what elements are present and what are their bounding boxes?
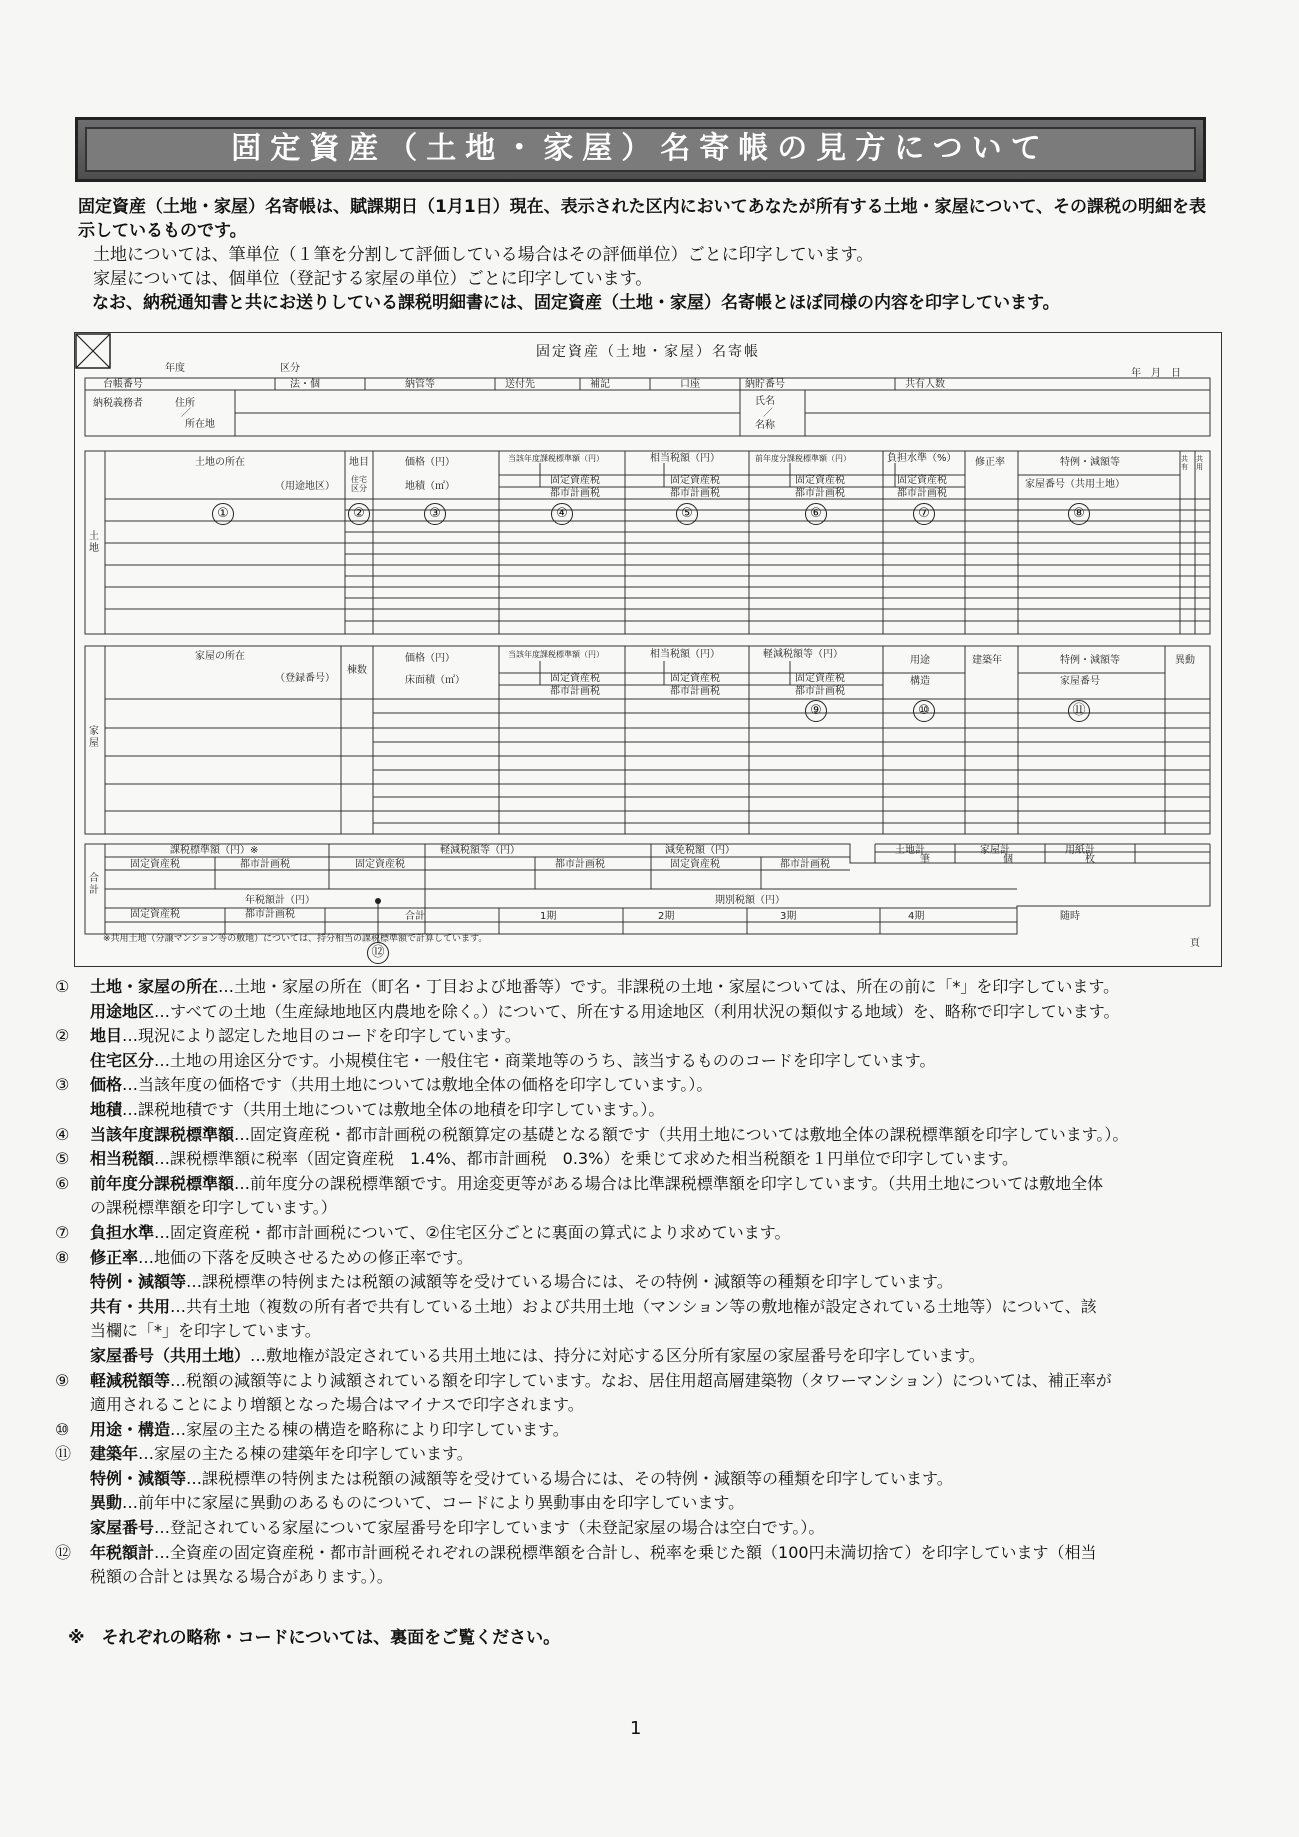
label-ki4: 4期 xyxy=(908,911,925,922)
explanation-list xyxy=(55,975,1215,1590)
label-toshi-land2: 都市計画税 xyxy=(670,488,720,499)
explanation-body: …固定資産税・都市計画税の税額算定の基礎となる額です（共用土地については敷地全体の課税標準額を印字しています。）。 xyxy=(234,1124,1129,1144)
explanation-body: 適用されることにより増額となった場合はマイナスで印字されます。 xyxy=(90,1395,584,1415)
explanation-body: 税額の合計とは異なる場合があります。）。 xyxy=(90,1567,393,1587)
page-number: 1 xyxy=(630,1718,642,1739)
form-grid xyxy=(75,333,1223,968)
label-kotei-total4: 固定資産税 xyxy=(130,909,180,920)
explanation-row xyxy=(55,1369,1215,1394)
explanation-text xyxy=(90,1000,1119,1025)
label-mai: 枚 xyxy=(1085,854,1095,865)
explanation-term: 相当税額 xyxy=(90,1149,155,1169)
marker-12: ⑫ xyxy=(367,942,389,964)
label-slash: ／ xyxy=(181,408,191,419)
label-meisho: 名称 xyxy=(755,420,775,431)
explanation-number: ⑨ xyxy=(55,1370,70,1390)
explanation-text xyxy=(90,1049,935,1074)
explanation-text xyxy=(90,1418,569,1443)
explanation-number: ⑧ xyxy=(55,1247,70,1267)
form-footnote: ※共用土地（分譲マンション等の敷地）については、持分相当の課税標準額で計算しています。 xyxy=(103,934,488,944)
explanation-row xyxy=(55,1491,1215,1516)
label-chiseki: 地積（㎡） xyxy=(405,481,455,492)
label-hojin: 法・個 xyxy=(290,379,320,390)
marker-11: ⑪ xyxy=(1068,700,1090,722)
explanation-number: ⑪ xyxy=(55,1444,72,1464)
explanation-row xyxy=(55,975,1215,1000)
explanation-row xyxy=(55,1196,1215,1221)
label-toshi-land1: 都市計画税 xyxy=(550,488,600,499)
label-hoki: 補記 xyxy=(590,379,610,390)
marker-5: ⑤ xyxy=(676,503,698,525)
label-kotei-house1: 固定資産税 xyxy=(550,673,600,684)
label-youto: （用途地区） xyxy=(275,481,335,492)
marker-2: ② xyxy=(348,503,370,525)
label-ki3: 3期 xyxy=(780,911,797,922)
explanation-term: 特例・減額等 xyxy=(90,1272,187,1292)
label-tosu: 棟数 xyxy=(347,665,367,676)
label-touga-house: 当該年度課税標準額（円） xyxy=(508,650,604,659)
explanation-term: 特例・減額等 xyxy=(90,1468,187,1488)
label-kazei-hyojun: 課税標準額（円）※ xyxy=(170,845,259,856)
explanation-body: …登記されている家屋について家屋番号を印字しています（未登記家屋の場合は空白です。）。 xyxy=(154,1518,825,1538)
explanation-number: ⑩ xyxy=(55,1419,70,1439)
label-kibetsu: 期別税額（円） xyxy=(715,895,785,906)
label-toshi-house3: 都市計画税 xyxy=(795,686,845,697)
label-toshi-house2: 都市計画税 xyxy=(670,686,720,697)
explanation-row xyxy=(55,1098,1215,1123)
explanation-term: 異動 xyxy=(90,1493,123,1513)
explanation-body: …税額の減額等により減額されている額を印字しています。なお、居住用超高層建築物（タワーマンション）については、補正率が xyxy=(170,1370,1112,1390)
explanation-term: 年税額計 xyxy=(90,1542,155,1562)
nayosecho-sample-form xyxy=(74,332,1222,967)
explanation-body: …前年中に家屋に異動のあるものについて、コードにより異動事由を印字しています。 xyxy=(122,1493,745,1513)
explanation-text xyxy=(90,1295,1097,1320)
explanation-term: 家屋番号 xyxy=(90,1518,155,1538)
label-ki2: 2期 xyxy=(658,911,675,922)
explanation-body: …前年度分の課税標準額です。用途変更等がある場合は比準課税標準額を印字しています。（共用土地については敷地全体 xyxy=(234,1173,1104,1193)
marker-1: ① xyxy=(212,503,234,525)
label-hitsu: 筆 xyxy=(920,854,930,865)
explanation-row xyxy=(55,1393,1215,1418)
explanation-number: ② xyxy=(55,1026,70,1046)
marker-7: ⑦ xyxy=(913,503,935,525)
explanation-row xyxy=(55,1344,1215,1369)
label-ki1: 1期 xyxy=(540,911,557,922)
label-toshi-total4: 都市計画税 xyxy=(245,909,295,920)
total-side-label: 合計 xyxy=(89,873,99,896)
explanation-text xyxy=(90,1147,1018,1172)
label-kotei-house2: 固定資産税 xyxy=(670,673,720,684)
land-side-label: 土地 xyxy=(89,531,99,554)
explanation-term: 当該年度課税標準額 xyxy=(90,1124,235,1144)
explanation-body: …課税標準の特例または税額の減額等を受けている場合には、その特例・減額等の種類を印字しています。 xyxy=(186,1468,953,1488)
explanation-row xyxy=(55,1418,1215,1443)
explanation-term: 地積 xyxy=(90,1099,123,1119)
label-ido: 異動 xyxy=(1175,655,1195,666)
label-kyoyu-count: 共有人数 xyxy=(905,379,945,390)
explanation-text xyxy=(90,1369,1112,1394)
label-tokurei-land: 特例・減額等 xyxy=(1060,457,1120,468)
explanation-body: …課税標準の特例または税額の減額等を受けている場合には、その特例・減額等の種類を印字しています。 xyxy=(186,1272,953,1292)
explanation-term: 修正率 xyxy=(90,1247,139,1267)
explanation-body: …敷地権が設定されている共用土地には、持分に対応する区分所有家屋の家屋番号を印字しています。 xyxy=(250,1345,985,1365)
explanation-body: …全資産の固定資産税・都市計画税それぞれの課税標準額を合計し、税率を乗じた額（100円未満切捨て）を印字しています（相当 xyxy=(154,1542,1097,1562)
label-kyo: 共有 xyxy=(1181,455,1188,471)
label-shusei: 修正率 xyxy=(975,457,1005,468)
label-sofusaki: 送付先 xyxy=(505,379,535,390)
explanation-row xyxy=(55,1270,1215,1295)
form-title: 固定資産（土地・家屋）名寄帳 xyxy=(536,344,760,360)
explanation-body: …共有土地（複数の所有者で共有している土地）および共用土地（マンション等の敷地権が設定されている土地等）について、該 xyxy=(170,1296,1097,1316)
explanation-row xyxy=(55,1541,1215,1566)
explanation-number: ⑫ xyxy=(55,1542,72,1562)
marker-3: ③ xyxy=(424,503,446,525)
label-nendo: 年度 xyxy=(165,363,185,374)
explanation-text xyxy=(90,1516,824,1541)
label-soto: 相当税額（円） xyxy=(650,453,720,464)
label-kotei-land4: 固定資産税 xyxy=(897,475,947,486)
label-keigen: 軽減税額等（円） xyxy=(763,649,843,660)
label-toshi-total2: 都市計画税 xyxy=(555,859,605,870)
label-soto-house: 相当税額（円） xyxy=(650,649,720,660)
explanation-text xyxy=(90,1565,393,1590)
label-kaoku-bango-kyoyo: 家屋番号（共用土地） xyxy=(1025,479,1125,490)
label-kotei-land1: 固定資産税 xyxy=(550,475,600,486)
label-tochikei: 土地計 xyxy=(895,845,925,856)
explanation-body: …現況により認定した地目のコードを印字しています。 xyxy=(122,1026,521,1046)
explanation-term: 住宅区分 xyxy=(90,1050,155,1070)
explanation-body: …家屋の主たる棟の建築年を印字しています。 xyxy=(138,1444,473,1464)
label-nofu: 納貯番号 xyxy=(745,379,785,390)
marker-8: ⑧ xyxy=(1068,503,1090,525)
explanation-body: の課税標準額を印字しています。） xyxy=(90,1198,337,1218)
explanation-body: …課税地積です（共用土地については敷地全体の地積を印字しています。）。 xyxy=(122,1099,665,1119)
explanation-text xyxy=(90,1344,985,1369)
label-page: 頁 xyxy=(1190,938,1200,949)
label-shimei: 氏名 xyxy=(755,396,775,407)
label-toshi-total1: 都市計画税 xyxy=(240,859,290,870)
explanation-text xyxy=(90,1393,584,1418)
label-yuka: 床面積（㎡） xyxy=(405,675,465,686)
explanation-row xyxy=(55,1221,1215,1246)
title-banner xyxy=(75,117,1206,182)
explanation-row xyxy=(55,1000,1215,1025)
explanation-term: 地目 xyxy=(90,1026,123,1046)
explanation-body: …すべての土地（生産緑地地区内農地を除く。）について、所在する用途地区（利用状況の類似する地域）を、略称で印字しています。 xyxy=(154,1001,1120,1021)
explanation-row xyxy=(55,1319,1215,1344)
label-kyo2: 共用 xyxy=(1196,455,1203,471)
label-keigen-total: 軽減税額等（円） xyxy=(440,845,520,856)
label-kaoku-bango: 家屋番号 xyxy=(1060,676,1100,687)
label-yoshikei: 用紙計 xyxy=(1065,845,1095,856)
explanation-text xyxy=(90,1491,744,1516)
explanation-text xyxy=(90,1073,712,1098)
explanation-term: 土地・家屋の所在 xyxy=(90,977,219,996)
label-shozaichi: 所在地 xyxy=(185,419,215,430)
explanation-text xyxy=(90,1098,664,1123)
explanation-text xyxy=(90,975,1119,1000)
label-toshi-land4: 都市計画税 xyxy=(897,488,947,499)
house-side-label: 家屋 xyxy=(89,726,99,749)
explanation-row xyxy=(55,1442,1215,1467)
label-tokurei-house: 特例・減額等 xyxy=(1060,655,1120,666)
explanation-row xyxy=(55,1516,1215,1541)
label-kaokukei: 家屋計 xyxy=(980,845,1010,856)
explanation-row xyxy=(55,1049,1215,1074)
explanation-text xyxy=(90,1541,1097,1566)
intro-paragraph: 固定資産（土地・家屋）名寄帳は、賦課期日（1月1日）現在、表示された区内においてあなたが所有する土地・家屋について、その課税の明細を表示しているものです。 xyxy=(78,197,1206,241)
stamp-box-icon xyxy=(75,333,111,369)
explanation-text xyxy=(90,1442,473,1467)
label-kotei-house3: 固定資産税 xyxy=(795,673,845,684)
explanation-text xyxy=(90,1467,953,1492)
label-kubun: 区分 xyxy=(280,363,300,374)
explanation-row xyxy=(55,1467,1215,1492)
label-kakaku: 価格（円） xyxy=(405,457,455,468)
label-koza: 口座 xyxy=(680,379,700,390)
explanation-body: …課税標準額に税率（固定資産税 1.4%、都市計画税 0.3%）を乗じて求めた相当税額を１円単位で印字しています。 xyxy=(154,1149,1019,1169)
explanation-number: ⑥ xyxy=(55,1173,70,1193)
explanation-body: …家屋の主たる棟の構造を略称により印字しています。 xyxy=(170,1419,569,1439)
explanation-number: ④ xyxy=(55,1124,70,1144)
explanation-term: 家屋番号（共用土地） xyxy=(90,1345,251,1365)
explanation-row xyxy=(55,1295,1215,1320)
explanation-number: ③ xyxy=(55,1075,70,1095)
explanation-text xyxy=(90,1221,790,1246)
explanation-term: 価格 xyxy=(90,1075,123,1095)
marker-9: ⑨ xyxy=(805,700,827,722)
explanation-number: ⑦ xyxy=(55,1222,70,1242)
footer-note: ※ それぞれの略称・コードについては、裏面をご覧ください。 xyxy=(68,1628,561,1648)
explanation-body: 当欄に「*」を印字しています。 xyxy=(90,1321,321,1341)
marker-10: ⑩ xyxy=(913,700,935,722)
label-genmen: 減免税額（円） xyxy=(665,845,735,856)
intro-house: 家屋については、個単位（登記する家屋の単位）ごとに印字しています。 xyxy=(93,269,653,289)
label-chimoku: 地目 xyxy=(349,457,369,468)
explanation-text xyxy=(90,1024,521,1049)
explanation-body: …土地・家屋の所在（町名・丁目および地番等）です。非課税の土地・家屋については、所在の前に「*」を印字しています。 xyxy=(218,977,1120,996)
label-ko: 個 xyxy=(1003,854,1013,865)
label-toshi-total3: 都市計画税 xyxy=(780,859,830,870)
explanation-row xyxy=(55,1024,1215,1049)
label-kotei-total2: 固定資産税 xyxy=(355,859,405,870)
label-kotei-total1: 固定資産税 xyxy=(130,859,180,870)
label-kotei-total3: 固定資産税 xyxy=(670,859,720,870)
explanation-number: ① xyxy=(55,977,70,996)
label-slash2: ／ xyxy=(763,408,773,419)
explanation-text xyxy=(90,1270,953,1295)
label-ymd: 年 月 日 xyxy=(1131,368,1181,379)
explanation-row xyxy=(55,1147,1215,1172)
explanation-body: …固定資産税・都市計画税について、②住宅区分ごとに裏面の算式により求めています。 xyxy=(154,1222,791,1242)
label-jusho: 住所 xyxy=(175,398,195,409)
explanation-term: 共有・共用 xyxy=(90,1296,171,1316)
label-kotei-land2: 固定資産税 xyxy=(670,475,720,486)
label-zuiji: 随時 xyxy=(1060,911,1080,922)
explanation-row xyxy=(55,1565,1215,1590)
explanation-term: 用途・構造 xyxy=(90,1419,171,1439)
label-goukei: 合計 xyxy=(405,911,425,922)
label-zennendo: 前年度分課税標準額（円） xyxy=(755,454,851,463)
explanation-term: 建築年 xyxy=(90,1444,139,1464)
intro-land: 土地については、筆単位（１筆を分割して評価している場合はその評価単位）ごとに印字しています。 xyxy=(93,245,874,265)
label-kenchiku: 建築年 xyxy=(972,655,1002,666)
label-land-loc: 土地の所在 xyxy=(195,457,245,468)
explanation-row xyxy=(55,1073,1215,1098)
label-toshi-house1: 都市計画税 xyxy=(550,686,600,697)
intro-section xyxy=(78,195,1208,315)
explanation-term: 用途地区 xyxy=(90,1001,155,1021)
explanation-row xyxy=(55,1172,1215,1197)
label-gimusha: 納税義務者 xyxy=(93,398,143,409)
label-touga: 当該年度課税標準額（円） xyxy=(508,454,604,463)
label-kozo: 構造 xyxy=(910,676,930,687)
label-nenzei: 年税額計（円） xyxy=(245,895,315,906)
marker-4: ④ xyxy=(551,503,573,525)
label-futan: 負担水準（%） xyxy=(887,453,957,464)
label-jutaku: 住宅区分 xyxy=(351,475,367,493)
explanation-text xyxy=(90,1172,1103,1197)
explanation-term: 前年度分課税標準額 xyxy=(90,1173,235,1193)
label-yoto: 用途 xyxy=(910,655,930,666)
label-toroku: （登録番号） xyxy=(275,673,335,684)
explanation-term: 負担水準 xyxy=(90,1222,155,1242)
explanation-body: …土地の用途区分です。小規模住宅・一般住宅・商業地等のうち、該当するもののコードを印字しています。 xyxy=(154,1050,936,1070)
explanation-body: …当該年度の価格です（共用土地については敷地全体の価格を印字しています。）。 xyxy=(122,1075,713,1095)
label-kakaku-house: 価格（円） xyxy=(405,653,455,664)
explanation-term: 軽減税額等 xyxy=(90,1370,171,1390)
explanation-body: …地価の下落を反映させるための修正率です。 xyxy=(138,1247,473,1267)
intro-note: なお、納税通知書と共にお送りしている課税明細書には、固定資産（土地・家屋）名寄帳とほぼ同様の内容を印字しています。 xyxy=(92,293,1060,313)
explanation-row xyxy=(55,1123,1215,1148)
explanation-text xyxy=(90,1246,473,1271)
explanation-text xyxy=(90,1123,1128,1148)
explanation-text xyxy=(90,1319,321,1344)
explanation-row xyxy=(55,1246,1215,1271)
label-nokan: 納管等 xyxy=(405,379,435,390)
explanation-text xyxy=(90,1196,337,1221)
explanation-number: ⑤ xyxy=(55,1149,70,1169)
label-kotei-land3: 固定資産税 xyxy=(795,475,845,486)
label-daicho: 台帳番号 xyxy=(103,379,143,390)
label-house-loc: 家屋の所在 xyxy=(195,651,245,662)
label-toshi-land3: 都市計画税 xyxy=(795,488,845,499)
marker-6: ⑥ xyxy=(805,503,827,525)
page-title: 固定資産（土地・家屋）名寄帳の見方について xyxy=(85,127,1196,172)
